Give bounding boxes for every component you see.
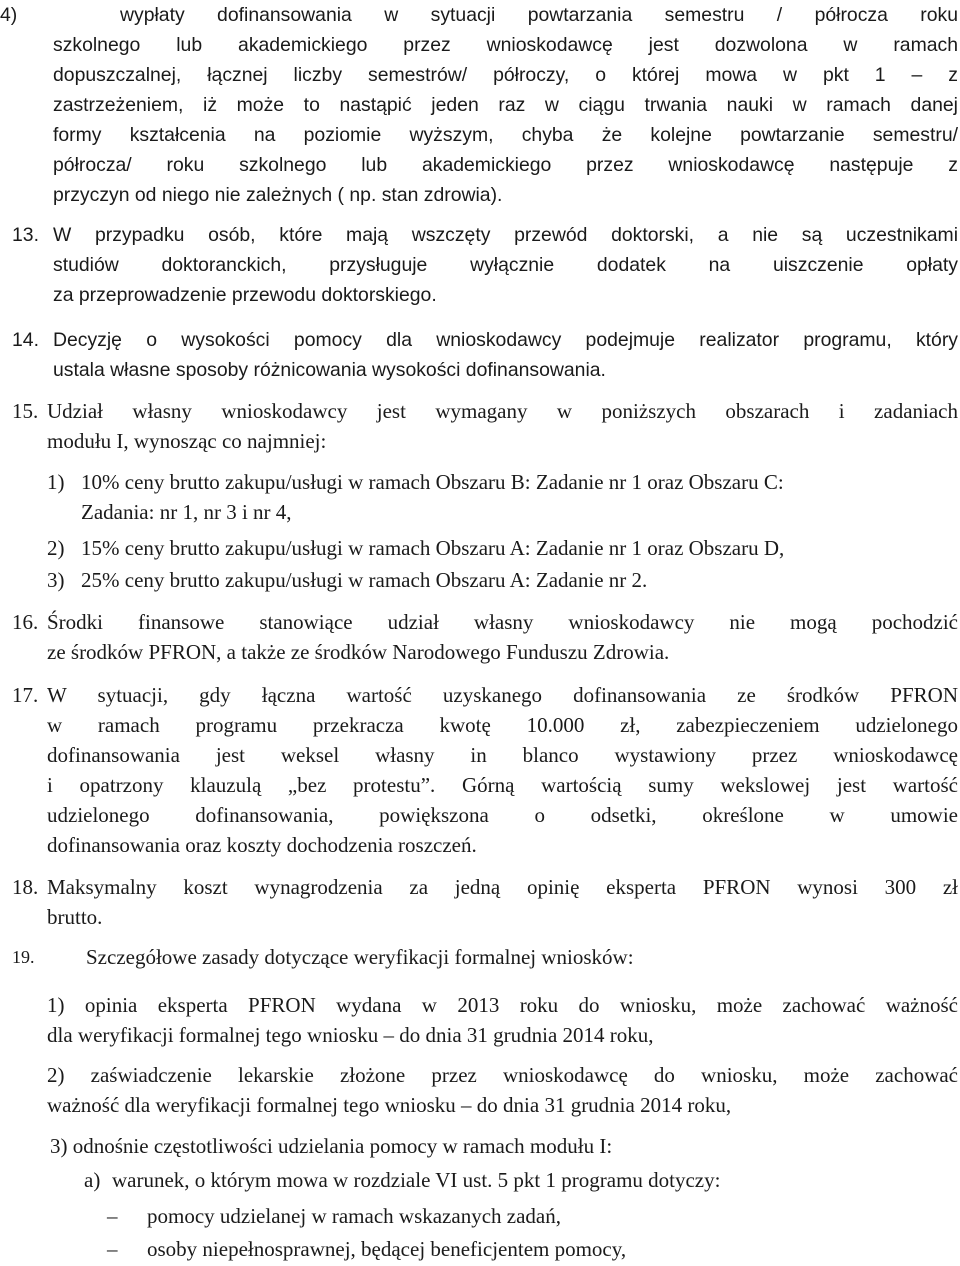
dash-bullet: – [107, 1204, 118, 1228]
text-line: Zadania: nr 1, nr 3 i nr 4, [81, 500, 292, 524]
text-line: W przypadku osób, które mają wszczęty przewód doktorski, a nie są uczestnikami [53, 224, 958, 246]
item-number: 16. [12, 610, 39, 634]
text-line: za przeprowadzenie przewodu doktorskiego. [53, 284, 437, 306]
item-number: 13. [12, 224, 39, 246]
text-line: 10% ceny brutto zakupu/usługi w ramach Obszaru B: Zadanie nr 1 oraz Obszaru C: [81, 470, 784, 494]
point-19-1 [47, 990, 958, 1050]
section-heading: Szczegółowe zasady dotyczące weryfikacji formalnej wniosków: [86, 945, 634, 969]
item-number: 14. [12, 329, 39, 351]
text-line: 1) opinia eksperta PFRON wydana w 2013 roku do wniosku, może zachować ważność [47, 993, 958, 1017]
text-line: Udział własny wnioskodawcy jest wymagany w poniższych obszarach i zadaniach [47, 399, 958, 423]
dash-bullet: – [107, 1237, 118, 1261]
sub-item-number: 3) [47, 568, 65, 592]
sub-point-label: a) [84, 1168, 101, 1192]
text-line: ustala własne sposoby różnicowania wysokości dofinansowania. [53, 359, 606, 381]
text-line: przyczyn od niego nie zależnych ( np. stan zdrowia). [53, 184, 503, 206]
text-line: Maksymalny koszt wynagrodzenia za jedną opinię eksperta PFRON wynosi 300 zł [47, 875, 958, 899]
text-line: ważność dla weryfikacji formalnej tego wniosku – do dnia 31 grudnia 2014 roku, [47, 1093, 732, 1117]
text-line: 2) zaświadczenie lekarskie złożone przez wnioskodawcę do wniosku, może zachować [47, 1063, 958, 1087]
text-line: dopuszczalnej, łącznej liczby semestrów/ półroczy, o której mowa w pkt 1 – z [53, 64, 958, 86]
text-line: 25% ceny brutto zakupu/usługi w ramach Obszaru A: Zadanie nr 2. [81, 568, 648, 592]
item-number: 4) [0, 4, 18, 26]
text-line: warunek, o którym mowa w rozdziale VI ust. 5 pkt 1 programu dotyczy: [112, 1168, 721, 1192]
text-line: formy kształcenia na poziomie wyższym, chyba że kolejne powtarzanie semestru/ [53, 124, 958, 146]
text-line: ze środków PFRON, a także ze środków Narodowego Funduszu Zdrowia. [47, 640, 670, 664]
text-line: udzielonego dofinansowania, powiększona o odsetki, określone w umowie [47, 803, 958, 827]
text-line: zastrzeżeniem, iż może to nastąpić jeden raz w ciągu trwania nauki w ramach danej [53, 94, 958, 116]
text-line: Środki finansowe stanowiące udział własny wnioskodawcy nie mogą pochodzić [47, 610, 958, 634]
text-line: wypłaty dofinansowania w sytuacji powtarzania semestru / półrocza roku [120, 4, 958, 26]
text-line: 3) odnośnie częstotliwości udzielania pomocy w ramach modułu I: [50, 1134, 613, 1158]
text-line: 15% ceny brutto zakupu/usługi w ramach Obszaru A: Zadanie nr 1 oraz Obszaru D, [81, 536, 785, 560]
text-line: pomocy udzielanej w ramach wskazanych zadań, [147, 1204, 561, 1228]
text-line: półrocza/ roku szkolnego lub akademickiego przez wnioskodawcę następuje z [53, 154, 958, 176]
text-line: studiów doktoranckich, przysługuje wyłącznie dodatek na uiszczenie opłaty [53, 254, 958, 276]
text-line: modułu I, wynosząc co najmniej: [47, 429, 327, 453]
text-line: brutto. [47, 905, 103, 929]
text-line: osoby niepełnosprawnej, będącej beneficjentem pomocy, [147, 1237, 627, 1261]
sub-item-number: 2) [47, 536, 65, 560]
text-line: dofinansowania oraz koszty dochodzenia roszczeń. [47, 833, 477, 857]
text-line: szkolnego lub akademickiego przez wnioskodawcę jest dozwolona w ramach [53, 34, 958, 56]
sub-item-number: 1) [47, 470, 65, 494]
item-number: 17. [12, 683, 39, 707]
item-number: 18. [12, 875, 39, 899]
text-line: w ramach programu przekracza kwotę 10.000 zł, zabezpieczeniem udzielonego [47, 713, 958, 737]
point-19-2 [47, 1060, 958, 1120]
point-19-3 [50, 1131, 950, 1161]
text-line: i opatrzony klauzulą „bez protestu”. Górną wartością sumy wekslowej jest wartość [47, 773, 958, 797]
text-line: W sytuacji, gdy łączna wartość uzyskanego dofinansowania ze środków PFRON [47, 683, 958, 707]
text-line: Decyzję o wysokości pomocy dla wnioskodawcy podejmuje realizator programu, który [53, 329, 958, 351]
item-number: 15. [12, 399, 39, 423]
text-line: dofinansowania jest weksel własny in blanco wystawiony przez wnioskodawcę [47, 743, 958, 767]
text-line: dla weryfikacji formalnej tego wniosku – do dnia 31 grudnia 2014 roku, [47, 1023, 654, 1047]
item-number: 19. [12, 947, 35, 967]
